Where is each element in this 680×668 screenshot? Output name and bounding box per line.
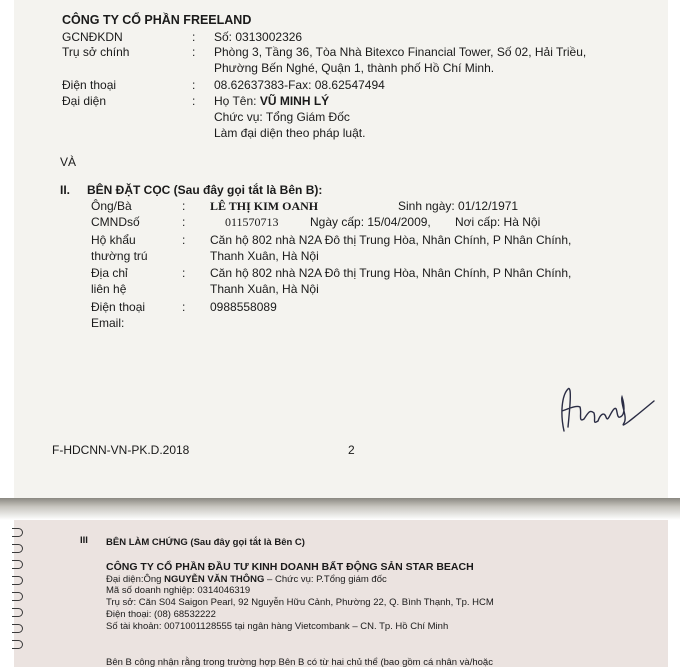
gcn-value: Số: 0313002326 (214, 30, 303, 44)
and-word: VÀ (60, 155, 77, 169)
headquarters-value-line2: Phường Bến Nghé, Quận 1, thành phố Hồ Chí Minh. (214, 61, 495, 75)
witness-account: Số tài khoản: 0071001128555 tại ngân hàng Vietcombank – CN. Tp. Hồ Chí Minh (106, 621, 449, 632)
section-iii-number: III (80, 535, 88, 546)
company-phone-value: 08.62637383-Fax: 08.62547494 (214, 78, 385, 92)
party-b-id-date: Ngày cấp: 15/04/2009, (310, 215, 431, 229)
party-b-id-place: Nơi cấp: Hà Nội (455, 215, 541, 229)
page-gap-shadow (0, 498, 680, 520)
party-b-id-number: 011570713 (225, 215, 279, 229)
party-b-address-label: Địa chỉ (91, 266, 128, 280)
section-ii-number: II. (60, 183, 71, 197)
binding-ring (12, 576, 23, 585)
party-b-residence: Căn hộ 802 nhà N2A Đô thị Trung Hòa, Nhân Chính, P Nhân Chính, (210, 233, 572, 247)
company-phone-colon: : (192, 78, 196, 92)
headquarters-colon: : (192, 45, 196, 59)
witness-company-name: CÔNG TY CỔ PHẦN ĐẦU TƯ KINH DOANH BẤT ĐỘNG SẢN STAR BEACH (106, 561, 474, 573)
witness-business-number: Mã số doanh nghiệp: 0314046319 (106, 585, 251, 596)
binding-ring (12, 528, 23, 537)
party-b-id-colon: : (182, 215, 186, 229)
headquarters-label: Trụ sở chính (62, 45, 130, 59)
company-a-name: CÔNG TY CỔ PHẦN FREELAND (62, 13, 252, 27)
party-b-residence-label: Hộ khẩu (91, 233, 136, 247)
party-b-residence-line2: Thanh Xuân, Hà Nội (210, 249, 319, 263)
representative-name: Họ Tên: VŨ MINH LÝ (214, 94, 330, 108)
party-b-name-colon: : (182, 199, 186, 213)
party-b-address-line2: Thanh Xuân, Hà Nội (210, 282, 319, 296)
section-ii-title: BÊN ĐẶT CỌC (Sau đây gọi tắt là Bên B): (87, 183, 323, 197)
gcn-label: GCNĐKDN (62, 30, 123, 44)
cut-off-paragraph: Bên B công nhận rằng trong trường hợp Bên B có từ hai chủ thể (bao gồm cá nhân và/hoặc (106, 657, 493, 668)
binding-ring (12, 640, 23, 649)
party-b-name: LÊ THỊ KIM OANH (210, 199, 319, 213)
witness-representative: Đại diện:Ông NGUYỄN VĂN THÔNG – Chức vụ: P.Tổng giám đốc (106, 574, 387, 585)
binding-ring (12, 560, 23, 569)
representative-note: Làm đại diện theo pháp luật. (214, 126, 366, 140)
binding-ring (12, 544, 23, 553)
witness-phone: Điện thoại: (08) 68532222 (106, 609, 216, 620)
representative-position: Chức vụ: Tổng Giám Đốc (214, 110, 350, 124)
party-b-email-label: Email: (91, 316, 125, 330)
gcn-colon: : (192, 30, 196, 44)
binding-ring (12, 592, 23, 601)
party-b-phone-label: Điện thoại (91, 300, 146, 314)
signature-mark (554, 383, 664, 438)
binding-ring (12, 608, 23, 617)
party-b-address-label-2: liên hệ (91, 282, 127, 296)
party-b-name-label: Ông/Bà (91, 199, 132, 213)
party-b-id-label: CMNDsố (91, 215, 140, 229)
document-page-1 (14, 0, 668, 500)
binding-ring (12, 624, 23, 633)
section-iii-title: BÊN LÀM CHỨNG (Sau đây gọi tắt là Bên C) (106, 537, 305, 548)
company-phone-label: Điện thoại (62, 78, 117, 92)
representative-label: Đại diện (62, 94, 107, 108)
footer-code: F-HDCNN-VN-PK.D.2018 (52, 443, 190, 457)
party-b-residence-label-2: thường trú (91, 249, 148, 263)
document-page-2 (14, 520, 668, 667)
party-b-dob: Sinh ngày: 01/12/1971 (398, 199, 519, 213)
party-b-phone: 0988558089 (210, 300, 277, 314)
party-b-phone-colon: : (182, 300, 186, 314)
representative-colon: : (192, 94, 196, 108)
page-number: 2 (348, 443, 355, 457)
party-b-residence-colon: : (182, 233, 186, 247)
witness-address: Trụ sở: Căn S04 Saigon Pearl, 92 Nguyễn Hữu Cảnh, Phường 22, Q. Bình Thạnh, Tp. HCM (106, 597, 494, 608)
headquarters-value: Phòng 3, Tầng 36, Tòa Nhà Bitexco Financial Tower, Số 02, Hải Triều, (214, 45, 587, 59)
party-b-address: Căn hộ 802 nhà N2A Đô thị Trung Hòa, Nhân Chính, P Nhân Chính, (210, 266, 572, 280)
party-b-address-colon: : (182, 266, 186, 280)
